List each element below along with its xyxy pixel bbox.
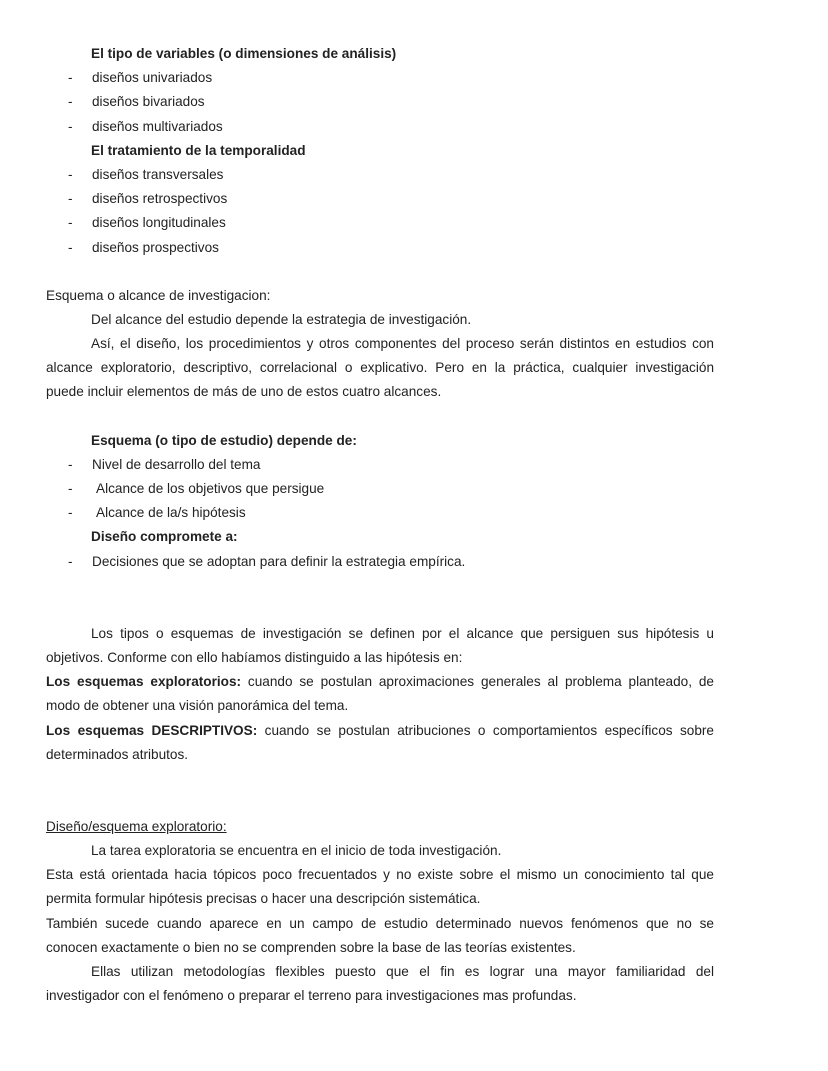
dash-bullet: - — [68, 481, 73, 496]
dash-bullet: - — [68, 70, 73, 86]
list-item — [46, 187, 714, 211]
list-item-text: diseños prospectivos — [92, 239, 219, 255]
exploratorios-line-2: modo de obtener una visión panorámica del tema. — [46, 698, 349, 714]
list-item-text: diseños multivariados — [92, 118, 223, 134]
exploratorio-paragraph-4-line: Ellas utilizan metodologías flexibles puesto que el fin es lograr una mayor familiaridad del — [91, 964, 714, 979]
dash-bullet: - — [68, 166, 73, 182]
dash-bullet: - — [68, 215, 73, 231]
list-item — [46, 66, 714, 90]
list-item — [46, 453, 714, 477]
list-item-text: Decisiones que se adoptan para definir la estrategia empírica. — [92, 553, 466, 569]
exploratorio-title: Diseño/esquema exploratorio: — [46, 818, 227, 834]
esquema-heading: Esquema (o tipo de estudio) depende de: — [91, 432, 357, 448]
descriptivos-line-2: determinados atributos. — [46, 746, 189, 762]
exploratorio-paragraph-3-line: conocen exactamente o bien no se comprenden sobre la base de las teorías existentes. — [46, 939, 576, 955]
list-item-text: diseños retrospectivos — [92, 191, 228, 207]
list-item — [46, 90, 714, 114]
dash-bullet: - — [68, 191, 73, 207]
list-item — [46, 477, 714, 501]
list-item-text: diseños univariados — [92, 70, 213, 86]
alcance-paragraph-2-line: Así, el diseño, los procedimientos y otros componentes del proceso serán distintos en estudios con — [91, 336, 714, 352]
exploratorio-paragraph-1: La tarea exploratoria se encuentra en el inicio de toda investigación. — [91, 843, 502, 859]
dash-bullet: - — [68, 239, 73, 255]
dash-bullet: - — [68, 505, 73, 521]
variables-heading: El tipo de variables (o dimensiones de análisis) — [91, 46, 397, 61]
list-item — [46, 211, 714, 235]
descriptivos-label: Los esquemas DESCRIPTIVOS: — [46, 722, 258, 738]
descriptivos-line — [46, 719, 714, 743]
temporal-heading: El tratamiento de la temporalidad — [91, 142, 306, 158]
list-item — [46, 115, 714, 139]
tipos-paragraph-line: Los tipos o esquemas de investigación se definen por el alcance que persiguen sus hipótesis u — [91, 625, 714, 641]
exploratorio-paragraph-4-line: investigador con el fenómeno o preparar el terreno para investigaciones mas profundas. — [46, 988, 577, 1004]
list-item-text: Nivel de desarrollo del tema — [92, 456, 261, 472]
alcance-paragraph-2-line: puede incluir elementos de más de uno de estos cuatro alcances. — [46, 384, 442, 400]
list-item — [46, 163, 714, 187]
exploratorios-label: Los esquemas exploratorios: — [46, 674, 242, 690]
tipos-paragraph-line: objetivos. Conforme con ello habíamos distinguido a las hipótesis en: — [46, 649, 463, 665]
descriptivos-text: cuando se postulan atribuciones o comportamientos específicos sobre — [257, 722, 714, 738]
exploratorios-line — [46, 670, 714, 694]
list-item — [46, 236, 714, 260]
exploratorio-paragraph-2-line: permita formular hipótesis precisas o hacer una descripción sistemática. — [46, 891, 481, 907]
dash-bullet: - — [68, 553, 73, 569]
list-item-text: diseños bivariados — [92, 94, 205, 110]
list-item — [46, 550, 714, 574]
list-item-text: Alcance de la/s hipótesis — [96, 505, 246, 521]
list-item-text: diseños longitudinales — [92, 215, 226, 231]
diseno-heading: Diseño compromete a: — [91, 529, 238, 545]
dash-bullet: - — [68, 94, 73, 110]
exploratorio-paragraph-3-line: También sucede cuando aparece en un campo de estudio determinado nuevos fenómenos que no se — [46, 915, 714, 931]
dash-bullet: - — [68, 118, 73, 134]
exploratorio-paragraph-2-line: Esta está orientada hacia tópicos poco frecuentados y no existe sobre el mismo un conocimiento tal que — [46, 867, 714, 883]
list-item-text: diseños transversales — [92, 166, 224, 182]
exploratorios-text: cuando se postulan aproximaciones generales al problema planteado, de — [241, 674, 714, 690]
exploratorio-title-line — [46, 815, 714, 839]
alcance-title: Esquema o alcance de investigacion: — [46, 287, 271, 303]
list-item-text: Alcance de los objetivos que persigue — [96, 481, 325, 496]
alcance-paragraph-1: Del alcance del estudio depende la estrategia de investigación. — [91, 311, 472, 327]
alcance-paragraph-2-line: alcance exploratorio, descriptivo, correlacional o explicativo. Pero en la práctica, cualquier investigación — [46, 360, 714, 376]
dash-bullet: - — [68, 456, 73, 472]
document-page — [46, 42, 714, 1008]
list-item — [46, 501, 714, 525]
